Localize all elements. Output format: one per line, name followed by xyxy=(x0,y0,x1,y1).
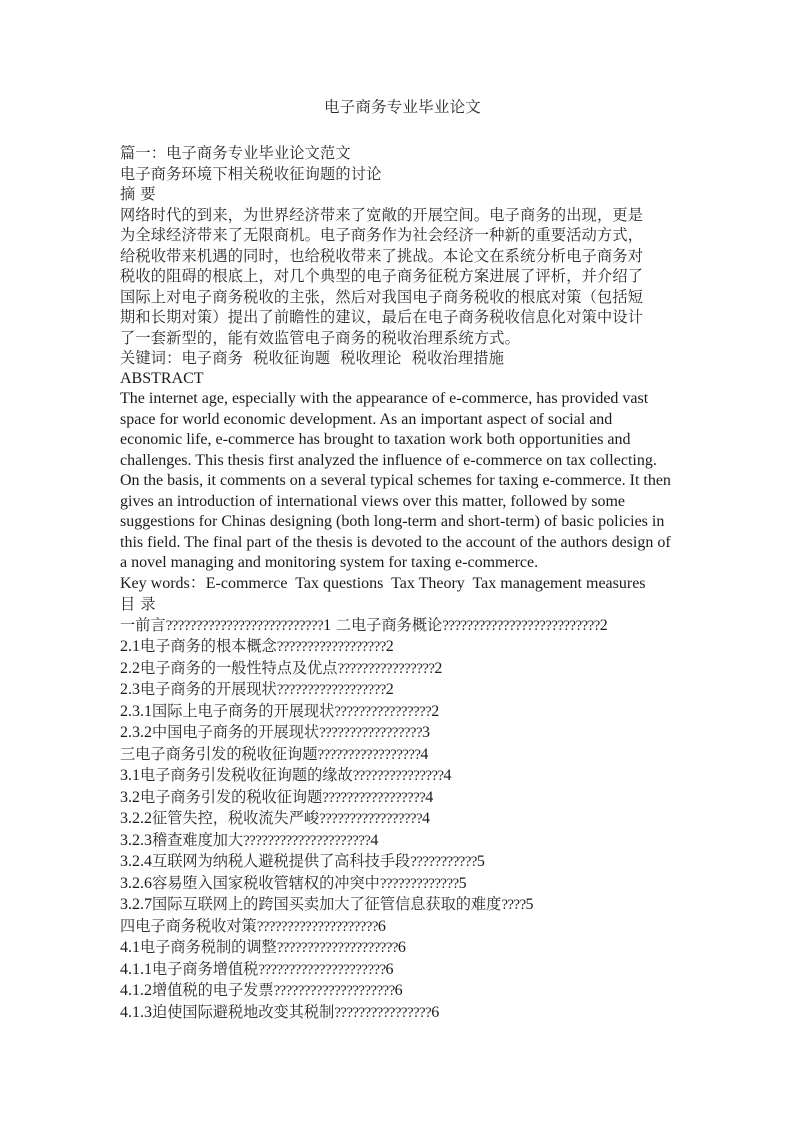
toc-leader: ??????????????? xyxy=(352,768,444,784)
toc-leader: ?????????????????????????? xyxy=(442,617,600,634)
abstract-cn xyxy=(120,205,685,349)
toc-page-number: 4 xyxy=(443,767,452,784)
toc-leader: ????????????????? xyxy=(317,746,421,763)
table-of-contents xyxy=(120,615,685,1024)
abstract-en-line: economic life, e-commerce has brought to taxation work both opportunities and xyxy=(120,431,631,448)
toc-leader: ???????????????? xyxy=(334,703,432,720)
toc-item-number: 3.2.2 xyxy=(120,810,152,827)
toc-item[interactable] xyxy=(120,722,685,744)
toc-item[interactable] xyxy=(120,658,685,680)
abstract-cn-line: 网络时代的到来，为世界经济带来了宽敞的开展空间。电子商务的出现，更是 xyxy=(120,205,644,224)
toc-page-number: 2 xyxy=(385,681,394,698)
toc-leader: ?????????????????? xyxy=(276,639,386,655)
toc-item[interactable] xyxy=(120,744,685,766)
abstract-en-line: space for world economic development. As an important aspect of social and xyxy=(120,410,613,428)
abstract-en-line: On the basis, it comments on a several typical schemes for taxing e-commerce. It then xyxy=(120,472,671,489)
toc-item-number: 4.1 xyxy=(120,939,140,956)
document-page xyxy=(120,96,685,1023)
keywords-cn: 关键词：电子商务 税收征询题 税收理论 税收治理措施 xyxy=(120,349,505,367)
toc-item-text: 电子商务税制的调整 xyxy=(140,938,277,956)
abstract-cn-heading: 摘 要 xyxy=(120,185,156,203)
abstract-cn-line: 期和长期对策）提出了前瞻性的建议，最后在电子商务税收信息化对策中设计 xyxy=(120,308,644,326)
abstract-en-line: suggestions for Chinas designing (both long-term and short-term) of basic policies in xyxy=(120,513,665,530)
toc-leader: ????????????????? xyxy=(322,789,426,806)
abstract-en-line: this field. The final part of the thesis is devoted to the account of the authors design of xyxy=(120,533,671,551)
toc-item[interactable] xyxy=(120,787,685,809)
toc-item[interactable] xyxy=(120,873,685,895)
toc-item[interactable] xyxy=(120,894,685,916)
toc-item[interactable] xyxy=(120,937,685,959)
toc-item-text: 电子商务增值税 xyxy=(152,959,259,978)
toc-item-text: 征管失控，税收流失严峻 xyxy=(152,809,320,827)
toc-item[interactable] xyxy=(120,851,685,873)
toc-page-number: 4 xyxy=(422,810,431,827)
toc-item-text: 增值税的电子发票 xyxy=(152,981,274,999)
toc-leader: ?????????????????????????? xyxy=(165,617,324,634)
toc-item-text: 容易堕入国家税收管辖权的冲突中 xyxy=(152,873,380,892)
toc-item-text: 一前言 xyxy=(120,615,166,634)
toc-leader: ????????????? xyxy=(379,875,459,892)
toc-page-number: 5 xyxy=(525,896,534,913)
toc-page-number: 5 xyxy=(458,874,467,892)
toc-item-text: 电子商务引发税收征询题的缘故 xyxy=(140,766,353,784)
toc-item-number: 2.1 xyxy=(120,638,140,655)
toc-page-number: 5 xyxy=(476,853,485,870)
toc-item-number: 2.2 xyxy=(120,659,140,677)
toc-item-number: 4.1.3 xyxy=(120,1003,152,1021)
toc-item-text: 国际互联网上的跨国买卖加大了征管信息获取的难度 xyxy=(152,895,502,913)
toc-leader: ????????????????????? xyxy=(258,961,386,978)
toc-leader: ???????????????????? xyxy=(276,940,398,956)
document-title: 电子商务专业毕业论文 xyxy=(323,98,481,116)
part-heading: 篇一：电子商务专业毕业论文范文 xyxy=(120,144,351,162)
toc-page-number: 4 xyxy=(370,831,379,849)
toc-leader: ????????????????? xyxy=(319,811,423,827)
abstract-en-line: The internet age, especially with the appearance of e-commerce, has provided vast xyxy=(120,390,649,407)
keywords-en: Key words：E-commerce Tax questions Tax Theory Tax management measures xyxy=(120,574,646,592)
toc-item-text: 电子商务的一般性特点及优点 xyxy=(140,658,338,677)
toc-leader: ???????????????????? xyxy=(256,918,378,935)
toc-page-number: 6 xyxy=(397,939,406,956)
toc-page-number: 2 xyxy=(434,659,443,677)
toc-leader: ????????????????????? xyxy=(243,832,371,849)
toc-item-text: 电子商务的开展现状 xyxy=(140,680,277,698)
toc-item[interactable] xyxy=(120,980,685,1002)
toc-item[interactable] xyxy=(120,615,685,637)
toc-leader: ???????????????????? xyxy=(273,983,395,999)
toc-page-number: 6 xyxy=(377,917,386,935)
toc-item-number: 2.3 xyxy=(120,681,140,698)
toc-item-number: 3.1 xyxy=(120,767,140,784)
toc-item[interactable] xyxy=(120,830,685,852)
toc-page-number: 2 xyxy=(431,702,440,720)
toc-leader: ???? xyxy=(501,897,526,913)
toc-item-text: 迫使国际避税地改变其税制 xyxy=(152,1002,335,1021)
abstract-cn-line: 国际上对电子商务税收的主张，然后对我国电子商务税收的根底对策（包括短 xyxy=(120,287,644,306)
toc-leader: ???????????????? xyxy=(334,1004,432,1021)
toc-leader: ???????????????? xyxy=(337,660,435,677)
toc-item-text: 三电子商务引发的税收征询题 xyxy=(120,744,318,763)
toc-page-number: 3 xyxy=(422,724,431,741)
abstract-en xyxy=(120,389,685,574)
toc-item-text: 电子商务的根本概念 xyxy=(140,637,277,655)
toc-item-text: 中国电子商务的开展现状 xyxy=(152,723,320,741)
toc-item-text: 国际上电子商务的开展现状 xyxy=(152,701,335,720)
toc-item[interactable] xyxy=(120,808,685,830)
toc-item-number: 3.2.7 xyxy=(120,896,152,913)
toc-heading: 目 录 xyxy=(120,595,156,613)
toc-item[interactable] xyxy=(120,916,685,938)
toc-leader: ????????????????? xyxy=(319,725,423,741)
toc-page-number: 2 xyxy=(385,638,394,655)
toc-item-text: 二电子商务概论 xyxy=(335,615,443,634)
abstract-cn-line: 为全球经济带来了无限商机。电子商务作为社会经济一种新的重要活动方式， xyxy=(120,226,644,244)
toc-page-number: 6 xyxy=(431,1003,440,1021)
toc-item-text: 稽查难度加大 xyxy=(152,830,244,849)
abstract-en-line: gives an introduction of international views over this matter, followed by some xyxy=(120,492,626,510)
thesis-title: 电子商务环境下相关税收征询题的讨论 xyxy=(120,164,382,183)
abstract-cn-line: 税收的阻碍的根底上，对几个典型的电子商务征税方案进展了评析，并介绍了 xyxy=(120,267,644,285)
toc-item-text: 四电子商务税收对策 xyxy=(120,916,257,935)
toc-page-number: 6 xyxy=(394,982,403,999)
toc-item[interactable] xyxy=(120,701,685,723)
toc-leader: ?????????????????? xyxy=(276,682,386,698)
toc-item[interactable] xyxy=(120,765,685,787)
toc-item-number: 2.3.2 xyxy=(120,724,152,741)
toc-item-text: 互联网为纳税人避税提供了高科技手段 xyxy=(152,852,411,870)
toc-page-number: 6 xyxy=(385,960,394,978)
abstract-cn-line: 给税收带来机遇的同时，也给税收带来了挑战。本论文在系统分析电子商务对 xyxy=(120,246,644,265)
toc-item-number: 4.1.2 xyxy=(120,982,152,999)
abstract-en-heading: ABSTRACT xyxy=(120,369,204,387)
toc-page-number: 4 xyxy=(420,745,429,763)
toc-list xyxy=(120,636,685,1023)
toc-page-number: 2 xyxy=(599,616,608,634)
abstract-en-line: challenges. This thesis first analyzed the influence of e-commerce on tax collecting. xyxy=(120,451,657,469)
toc-item[interactable] xyxy=(120,1002,685,1024)
toc-item-number: 3.2.4 xyxy=(120,853,152,870)
toc-item[interactable] xyxy=(120,679,685,701)
toc-item-number: 3.2.3 xyxy=(120,831,152,849)
toc-page-number: 1 xyxy=(323,616,332,634)
toc-item-number: 2.3.1 xyxy=(120,702,152,720)
toc-leader: ??????????? xyxy=(410,854,477,870)
toc-item-number: 4.1.1 xyxy=(120,960,152,978)
toc-item-number: 3.2 xyxy=(120,788,140,806)
abstract-cn-line: 了一套新型的，能有效监管电子商务的税收治理系统方式。 xyxy=(120,328,521,347)
toc-page-number: 4 xyxy=(425,788,434,806)
toc-item[interactable] xyxy=(120,636,685,658)
toc-item[interactable] xyxy=(120,959,685,981)
toc-item-text: 电子商务引发的税收征询题 xyxy=(140,787,323,806)
abstract-en-line: a novel managing and monitoring system for taxing e-commerce. xyxy=(120,554,539,571)
toc-item-number: 3.2.6 xyxy=(120,874,152,892)
